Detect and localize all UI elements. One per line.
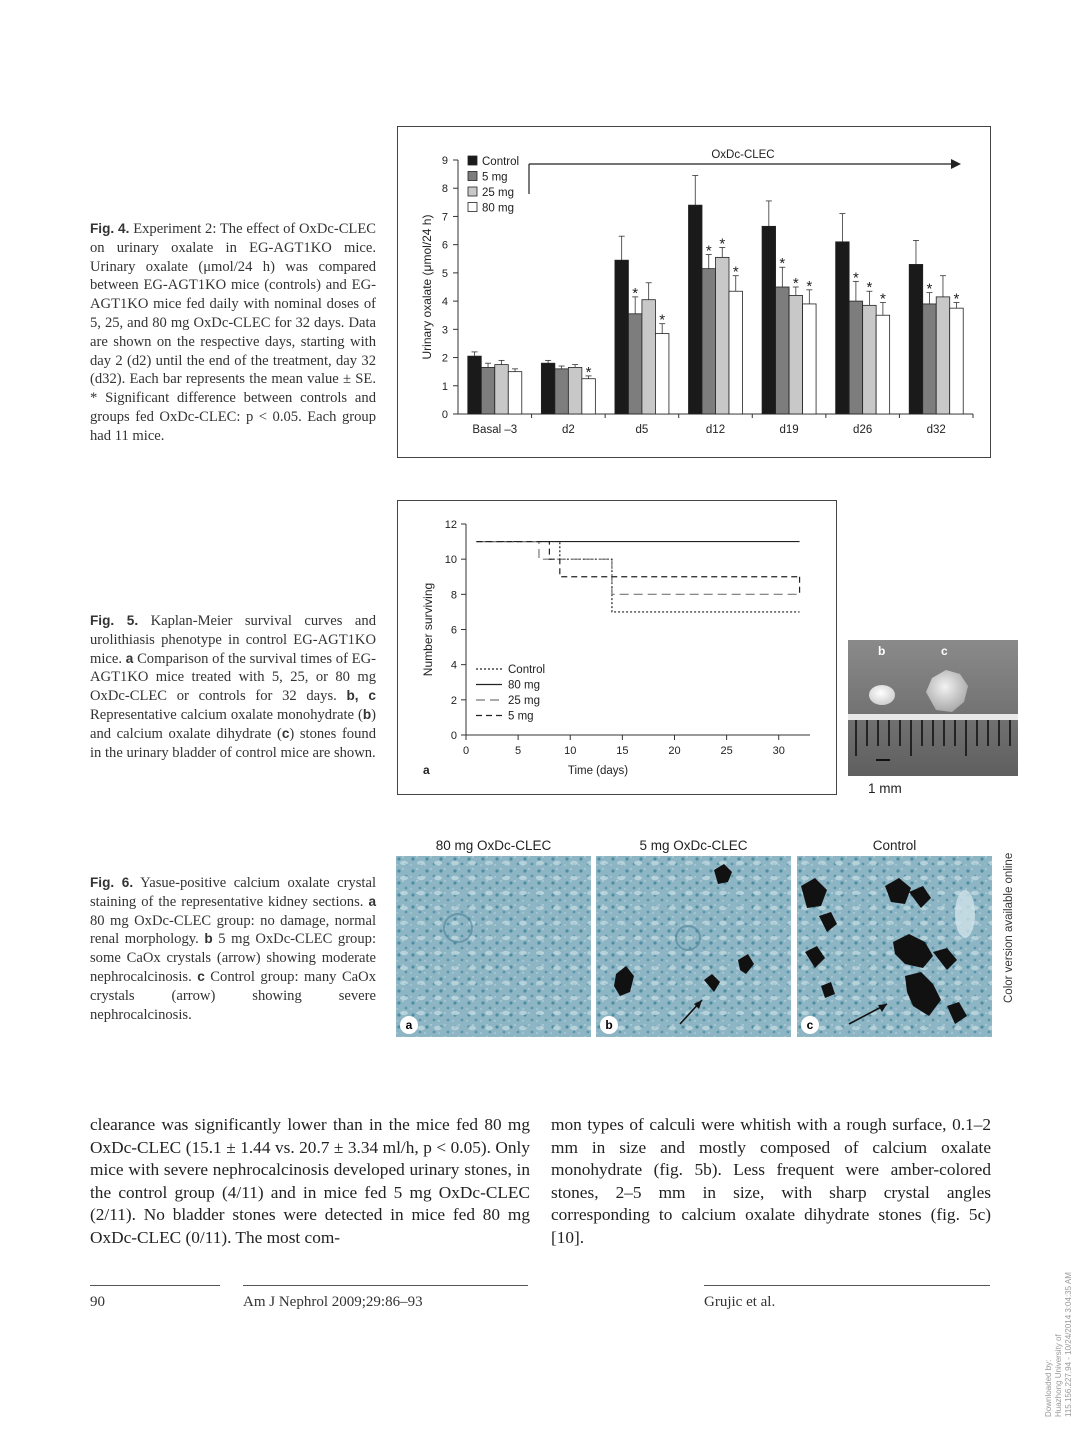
y-tick-label: 0: [441, 409, 448, 421]
significance-mark: *: [926, 280, 933, 298]
bar: [628, 314, 642, 414]
fig6-caption-part: c: [197, 968, 205, 984]
histology-b-image: [596, 856, 791, 1037]
fig6-caption-part: 80 mg OxDc-CLEC group: no damage, normal renal morphology.: [90, 912, 376, 948]
y-tick-label: 1: [441, 380, 448, 393]
fig5-caption-text: [90, 613, 376, 761]
y-tick-label: 6: [450, 624, 457, 637]
bar: [716, 257, 730, 414]
significance-mark: *: [806, 277, 813, 295]
legend-label: Control: [508, 664, 546, 676]
y-tick-label: 6: [441, 239, 448, 252]
x-tick-label: d2: [561, 424, 575, 436]
y-tick-label: 5: [441, 267, 448, 280]
significance-mark: *: [866, 279, 873, 297]
bar: [836, 242, 850, 414]
download-line-3: 115.156.227.94 - 10/24/2014 3:04:35 AM: [1064, 1272, 1073, 1417]
bar: [655, 334, 669, 414]
panel-letter-a: a: [423, 763, 430, 777]
significance-mark: *: [732, 263, 739, 281]
x-tick-label: 10: [564, 745, 577, 757]
legend-label: Control: [482, 156, 520, 168]
bar: [689, 205, 703, 414]
body-column-right: mon types of calculi were whitish with a rough surface, 0.1–2 mm in size and mostly composed of calcium oxalate monohydrate (fig. 5b). Less frequent were amber-colored stones, 2–5 mm in size, with sharp crystal angles corresponding to calcium oxalate dihydrate stones (fig. 5c) [10].: [551, 1115, 991, 1247]
bar: [762, 226, 776, 414]
legend-swatch: [468, 187, 477, 196]
bar: [642, 300, 656, 414]
y-tick-label: 10: [444, 554, 457, 567]
authors: Grujic et al.: [704, 1294, 776, 1310]
x-tick-label: d32: [926, 424, 946, 436]
y-tick-label: 12: [444, 519, 457, 531]
bar: [468, 356, 482, 414]
x-tick-label: 30: [772, 745, 785, 757]
x-tick-label: d5: [635, 424, 649, 436]
significance-mark: *: [632, 284, 639, 302]
color-version-text: Color version available online: [1003, 852, 1015, 1003]
y-tick-label: 4: [450, 659, 457, 672]
annotation-arrow-head: [951, 159, 961, 169]
significance-mark: *: [792, 275, 799, 292]
fig6-caption-part: Control group: many CaOx crystals (arrow) showing severe nephrocalcinosis.: [90, 968, 376, 1023]
fig6-caption-text: [90, 875, 376, 1023]
footer-rule-1: [90, 1285, 220, 1286]
significance-mark: *: [585, 363, 592, 381]
x-tick-label: 0: [462, 745, 470, 757]
legend-swatch: [468, 172, 477, 181]
x-axis-label: Time (days): [567, 765, 629, 777]
bar: [909, 264, 923, 414]
fig5-caption-part: b: [362, 706, 372, 722]
journal-citation: Am J Nephrol 2009;29:86–93: [243, 1294, 423, 1310]
fig5-caption-part: Representative calcium oxalate monohydrate (: [90, 706, 363, 723]
histology-c-image: [797, 856, 992, 1037]
annotation-label: OxDc-CLEC: [711, 149, 775, 161]
fig6-title-b: 5 mg OxDc-CLEC: [639, 838, 748, 853]
fig6-letter-a: a: [400, 1016, 418, 1034]
fig5-label: Fig. 5.: [90, 613, 139, 628]
y-tick-label: 9: [441, 155, 448, 167]
fig5-caption-part: a: [125, 650, 134, 666]
legend-swatch: [468, 203, 477, 212]
bar: [508, 372, 522, 414]
bar: [923, 304, 937, 414]
fig4-caption-text: Experiment 2: The effect of OxDc-CLEC on urinary oxalate in EG-AGT1KO mice. Urinary oxalate (μmol/24 h) was compared between EG-AGT1KO mice (controls) and EG-AGT1KO mice fed daily with nominal doses of 5, 25, and 80 mg OxDc-CLEC for 32 days. Data are shown on the respective days, starting with day 2 (d2) until the end of the treatment, day 32 (d32). Each bar represents the mean value ± SE. * Significant difference between controls and groups fed OxDc-CLEC: p < 0.05. Each group had 11 mice.: [90, 221, 376, 444]
significance-mark: *: [852, 269, 859, 287]
bar: [849, 301, 863, 414]
fig5a-frame: [397, 500, 837, 795]
y-tick-label: 7: [441, 211, 448, 224]
stones-image: [848, 640, 1018, 776]
legend-label: 5 mg: [508, 710, 534, 723]
download-line-2: Huazhong University of: [1054, 1334, 1063, 1417]
bar: [541, 363, 555, 414]
bar: [803, 304, 817, 414]
significance-mark: *: [719, 235, 726, 253]
fig6-letter-b: b: [600, 1016, 618, 1034]
legend-swatch: [468, 156, 477, 165]
bar: [776, 287, 790, 414]
fig5-caption-part: c: [281, 725, 290, 741]
bar: [481, 367, 495, 414]
fig6-caption-part: 5 mg OxDc-CLEC group: some CaOx crystals (arrow) showing moderate nephrocalcinosis.: [90, 931, 376, 985]
y-tick-label: 2: [441, 352, 448, 365]
y-tick-label: 4: [441, 296, 448, 309]
fig6-caption: [90, 874, 376, 1024]
histology-a-image: [396, 856, 591, 1037]
download-watermark: [1038, 1262, 1078, 1422]
y-tick-label: 2: [450, 694, 457, 707]
y-tick-label: 3: [441, 324, 448, 337]
fig5-caption-part: b, c: [346, 688, 376, 704]
bar: [729, 291, 743, 414]
fig4-label: Fig. 4.: [90, 221, 130, 236]
y-axis-label: Urinary oxalate (μmol/24 h): [420, 214, 434, 360]
bar: [863, 305, 877, 414]
stones-label-c: c: [941, 644, 948, 658]
download-line-1: Downloaded by:: [1044, 1359, 1053, 1417]
bar: [702, 269, 716, 414]
fig6-title-c: Control: [872, 838, 917, 853]
km-curve: [476, 542, 799, 577]
fig6-letter-c: c: [801, 1016, 819, 1034]
x-tick-label: 20: [668, 745, 681, 757]
bar: [876, 315, 890, 414]
significance-mark: *: [705, 242, 712, 260]
km-curve: [476, 542, 799, 612]
fig6-panel-a: [396, 856, 591, 1037]
fig4-caption: [90, 220, 376, 446]
y-tick-label: 8: [441, 183, 448, 196]
legend-label: 25 mg: [482, 187, 514, 199]
bar: [950, 308, 964, 414]
page-number: 90: [90, 1294, 105, 1310]
bar: [495, 365, 509, 414]
fig6-panel-c: [797, 856, 992, 1037]
significance-mark: *: [879, 290, 886, 308]
fig5-caption-part: ) stones found in the urinary bladder of control mice are shown.: [90, 725, 376, 761]
bar: [789, 295, 803, 414]
km-curve: [476, 542, 799, 595]
footer-rule-2: [243, 1285, 528, 1286]
legend-label: 5 mg: [482, 171, 508, 184]
x-tick-label: 25: [720, 745, 733, 757]
fig4-frame: [397, 126, 991, 458]
fig6-panel-b: [596, 856, 791, 1037]
fig6-label: Fig. 6.: [90, 875, 134, 890]
legend-label: 80 mg: [508, 679, 540, 692]
fig4-chart: [398, 127, 990, 457]
y-axis-label: Number surviving: [421, 582, 435, 677]
x-tick-label: Basal –3: [472, 424, 518, 436]
x-tick-label: d19: [779, 424, 799, 436]
fig5-caption-part: Kaplan-Meier survival curves and urolithiasis phenotype in control EG-AGT1KO mice.: [90, 613, 376, 667]
y-tick-label: 8: [450, 589, 457, 602]
bar: [582, 379, 596, 414]
x-tick-label: d26: [853, 424, 873, 436]
y-tick-label: 0: [450, 730, 457, 742]
x-tick-label: 15: [616, 745, 629, 757]
stones-label-b: b: [878, 644, 886, 658]
color-version-note: [991, 852, 1015, 1008]
x-tick-label: d12: [705, 424, 726, 436]
significance-mark: *: [659, 311, 666, 329]
fig6-caption-part: b: [204, 931, 213, 947]
fig6-caption-part: a: [368, 893, 376, 909]
bar: [936, 297, 950, 414]
bar: [615, 260, 629, 414]
significance-mark: *: [779, 255, 786, 273]
fig5-caption-part: ) and calcium oxalate dihydrate (: [90, 706, 376, 742]
fig6-title-a: 80 mg OxDc-CLEC: [435, 838, 552, 853]
fig5-km-chart: [398, 501, 836, 794]
fig5-caption: [90, 612, 376, 762]
footer-rule-3: [704, 1285, 990, 1286]
bar: [568, 367, 582, 414]
body-column-left: clearance was significantly lower than in the mice fed 80 mg OxDc-CLEC (15.1 ± 1.44 vs. 20.7 ± 3.34 ml/h, p < 0.05). Only mice with severe nephrocalcinosis developed urinary stones, in the control group (4/11) and in mice fed 5 mg OxDc-CLEC (2/11). No bladder stones were detected in mice fed 80 mg OxDc-CLEC (0/11). The most com-: [90, 1115, 530, 1247]
fig5-stones-photo: [848, 640, 1018, 776]
fig5-caption-part: Comparison of the survival times of EG-AGT1KO mice treated with 5, 25, or 80 mg OxDc-CLEC or controls for 32 days.: [90, 650, 376, 705]
stone-b: [869, 685, 895, 705]
legend-label: 25 mg: [508, 695, 540, 707]
significance-mark: *: [953, 290, 960, 308]
bar: [555, 369, 569, 414]
stones-scale-label: 1 mm: [868, 781, 902, 796]
x-tick-label: 5: [515, 745, 522, 757]
fig6-caption-part: Yasue-positive calcium oxalate crystal staining of the representative kidney sections.: [90, 875, 376, 910]
legend-label: 80 mg: [482, 202, 514, 215]
